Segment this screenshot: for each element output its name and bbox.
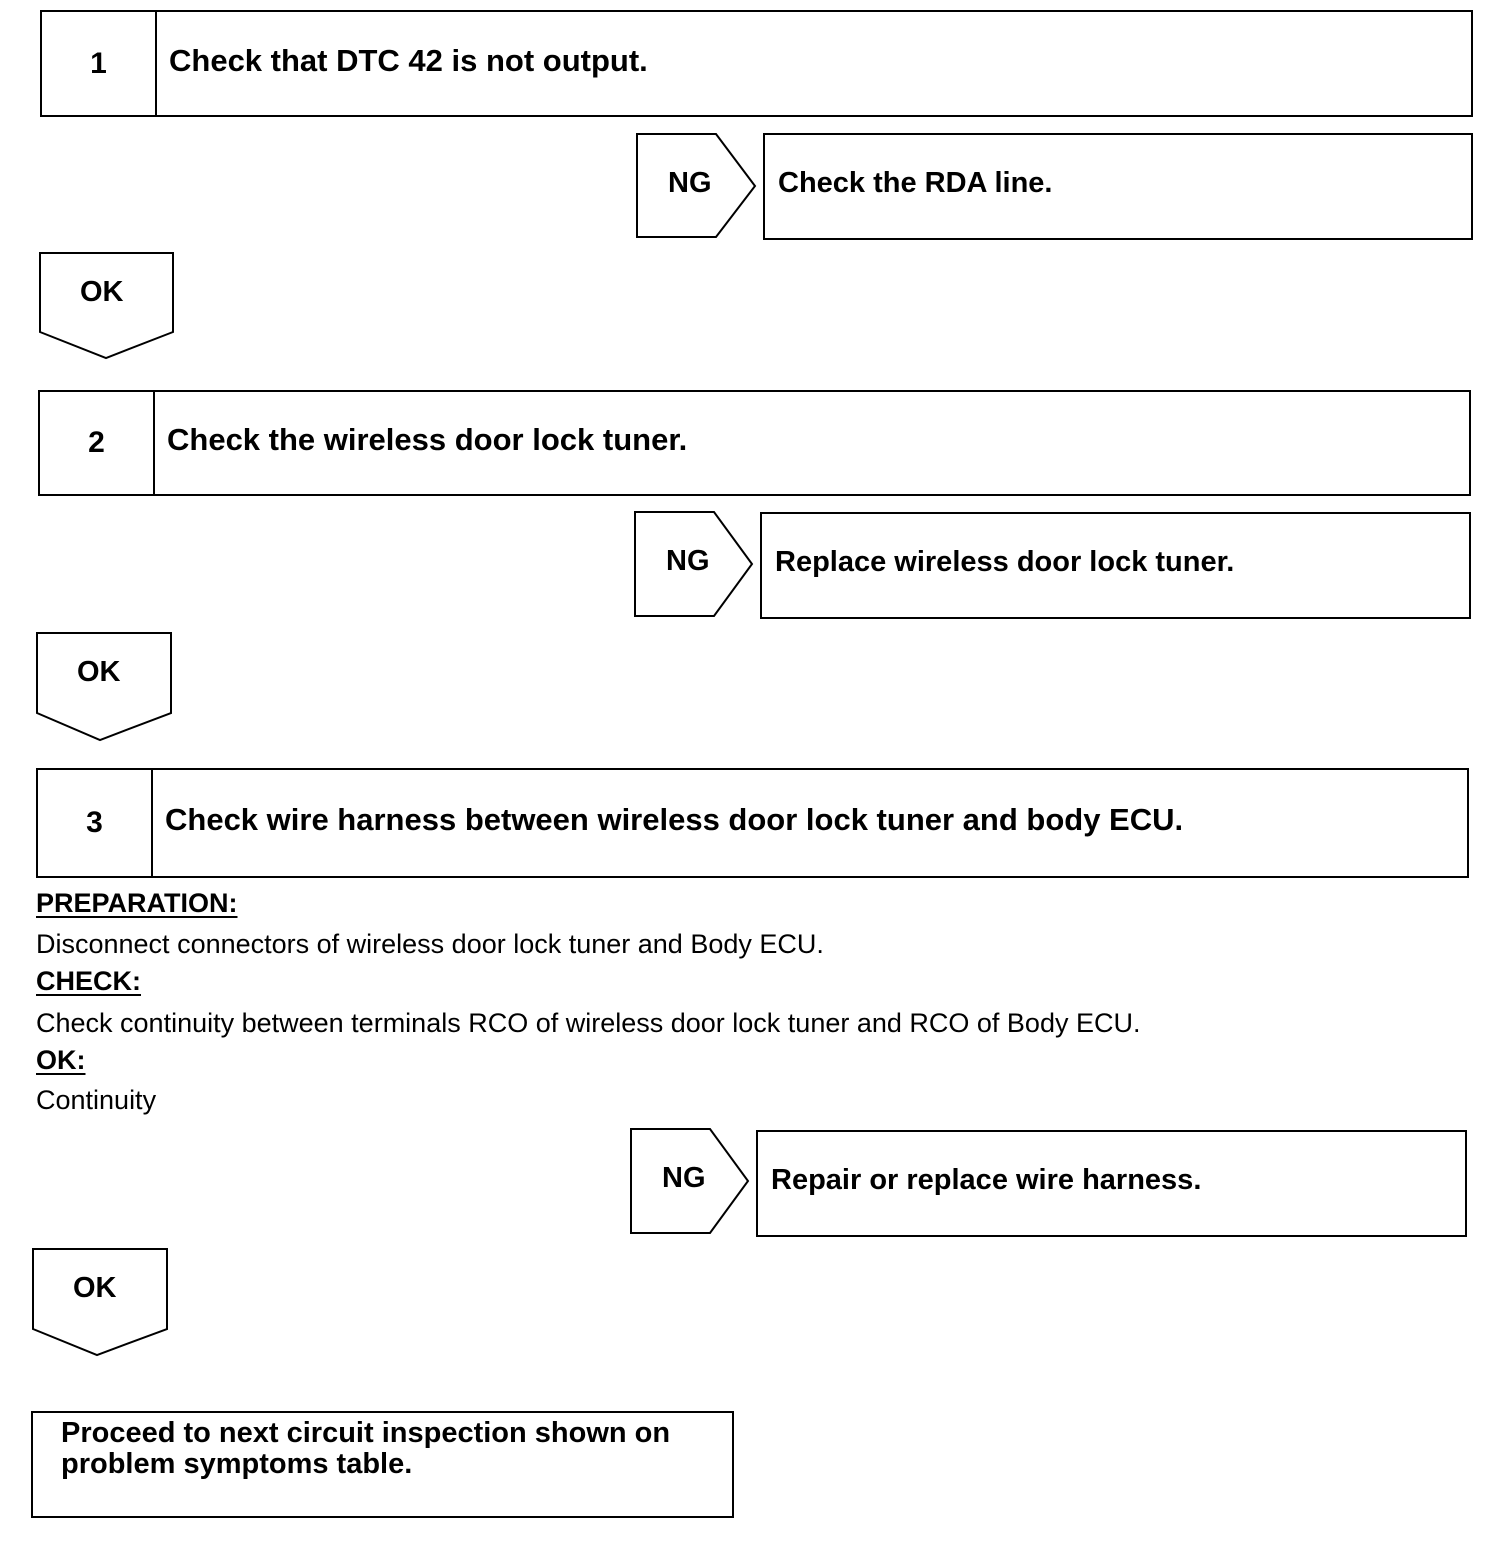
step-1-box <box>40 10 1473 117</box>
ng-label: NG <box>666 545 710 577</box>
ng-arrow <box>636 133 758 239</box>
ng-action-box: Repair or replace wire harness. <box>756 1130 1467 1237</box>
ok-criteria-label: OK: <box>36 1045 86 1075</box>
ok-arrow <box>36 632 173 742</box>
ng-arrow <box>634 511 756 618</box>
final-line-1: Proceed to next circuit inspection shown on <box>61 1417 671 1449</box>
step-title: Check the wireless door lock tuner. <box>167 422 688 457</box>
step-title: Check wire harness between wireless door lock tuner and body ECU. <box>165 802 1184 837</box>
ok-label: OK <box>73 1272 117 1304</box>
ok-label: OK <box>77 656 121 688</box>
final-action-box <box>31 1411 734 1518</box>
ng-arrow <box>630 1128 752 1235</box>
check-label: CHECK: <box>36 966 141 996</box>
final-line-2: problem symptoms table. <box>61 1448 413 1480</box>
check-text: Check continuity between terminals RCO of wireless door lock tuner and RCO of Body ECU. <box>36 1008 1141 1038</box>
step-3-box <box>36 768 1469 878</box>
ng-action-box: Check the RDA line. <box>763 133 1473 240</box>
step-title: Check that DTC 42 is not output. <box>169 42 648 78</box>
ng-action-box: Replace wireless door lock tuner. <box>760 512 1471 619</box>
preparation-label: PREPARATION: <box>36 888 238 918</box>
ok-label: OK <box>80 276 124 308</box>
step-number: 3 <box>38 770 153 876</box>
ng-label: NG <box>662 1162 706 1194</box>
ok-arrow <box>32 1248 169 1358</box>
preparation-text: Disconnect connectors of wireless door lock tuner and Body ECU. <box>36 929 824 959</box>
step-number: 2 <box>40 392 155 494</box>
ok-criteria-text: Continuity <box>36 1085 157 1115</box>
step-number: 1 <box>42 12 157 115</box>
ok-arrow <box>39 252 175 360</box>
ng-label: NG <box>668 167 712 199</box>
step-2-box <box>38 390 1471 496</box>
